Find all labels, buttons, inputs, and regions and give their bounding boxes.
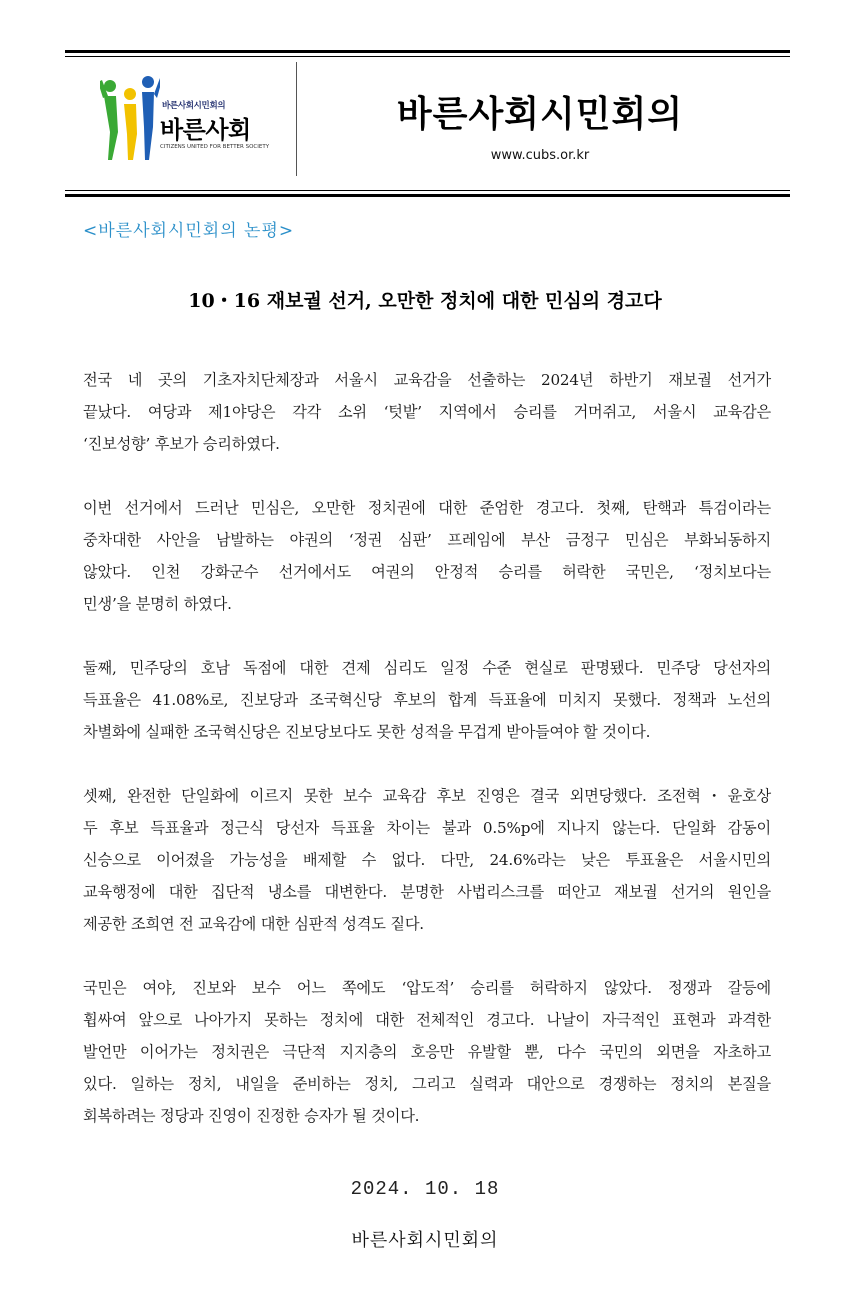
header-bottom-rule [65,190,790,197]
paragraph-5 [83,972,771,1132]
text-line: 이번 선거에서 드러난 민심은, 오만한 정치권에 대한 준엄한 경고다. 첫째, 탄핵과 특검이라는 [83,499,771,517]
header-top-rule [65,50,790,57]
text-line: 제공한 조희연 전 교육감에 대한 심판적 성격도 짙다. [83,915,424,933]
headline: 10・16 재보궐 선거, 오만한 정치에 대한 민심의 경고다 [188,290,662,312]
header-divider [296,62,297,176]
text-line: 끝났다. 여당과 제1야당은 각각 소위 ‘텃밭’ 지역에서 승리를 거머쥐고, 서울시 교육감은 [83,403,771,421]
text-line: 있다. 일하는 정치, 내일을 준비하는 정치, 그리고 실력과 대안으로 경쟁하는 정치의 본질을 [83,1075,771,1093]
org-title: 바른사회시민회의 [396,94,684,135]
text-line: 발언만 이어가는 정치권은 극단적 지지층의 호응만 유발할 뿐, 다수 국민의 외면을 자초하고 [83,1043,771,1061]
text-line: 두 후보 득표율과 정근식 당선자 득표율 차이는 불과 0.5%p에 지나지 않는다. 단일화 감동이 [83,819,771,837]
text-line: ‘진보성향’ 후보가 승리하였다. [83,435,280,453]
logo-english-text: CITIZENS UNITED FOR BETTER SOCIETY [160,144,270,150]
signature: 바른사회시민회의 [351,1230,499,1251]
text-line: 둘째, 민주당의 호남 독점에 대한 견제 심리도 일정 수준 현실로 판명됐다. 민주당 당선자의 [83,659,771,677]
text-line: 중차대한 사안을 남발하는 야권의 ‘정권 심판’ 프레임에 부산 금정구 민심은 부화뇌동하지 [83,531,771,549]
logo-wordmark: 바른사회 [160,116,251,144]
paragraph-4 [83,780,771,940]
category-label: <바른사회시민회의 논평> [83,221,295,241]
paragraph-2 [83,492,771,620]
text-line: 전국 네 곳의 기초자치단체장과 서울시 교육감을 선출하는 2024년 하반기 재보궐 선거가 [83,371,771,389]
text-line: 신승으로 이어졌을 가능성을 배제할 수 없다. 다만, 24.6%라는 낮은 투표율은 서울시민의 [83,851,771,869]
publication-date: 2024. 10. 18 [350,1178,500,1200]
people-figures-icon [100,72,160,162]
text-line: 휩싸여 앞으로 나아가지 못하는 정치에 대한 전체적인 경고다. 나날이 자극적인 표현과 과격한 [83,1011,771,1029]
text-line: 차별화에 실패한 조국혁신당은 진보당보다도 못한 성적을 무겁게 받아들여야 할 것이다. [83,723,651,741]
text-line: 교육행정에 대한 집단적 냉소를 대변한다. 분명한 사법리스크를 떠안고 재보궐 선거의 원인을 [83,883,771,901]
org-url[interactable]: www.cubs.or.kr [490,148,590,163]
text-line: 국민은 여야, 진보와 보수 어느 쪽에도 ‘압도적’ 승리를 허락하지 않았다. 정쟁과 갈등에 [83,979,771,997]
text-line: 않았다. 인천 강화군수 선거에서도 여권의 안정적 승리를 허락한 국민은, ‘정치보다는 [83,563,771,581]
logo-small-text: 바른사회시민회의 [162,101,226,111]
text-line: 득표율은 41.08%로, 진보당과 조국혁신당 후보의 합계 득표율에 미치지 못했다. 정책과 노선의 [83,691,771,709]
article-body [83,364,771,1164]
text-line: 셋째, 완전한 단일화에 이르지 못한 보수 교육감 후보 진영은 결국 외면당했다. 조전혁・윤호상 [83,787,771,805]
text-line: 회복하려는 정당과 진영이 진정한 승자가 될 것이다. [83,1107,420,1125]
paragraph-1 [83,364,771,460]
paragraph-3 [83,652,771,748]
text-line: 민생’을 분명히 하였다. [83,595,232,613]
org-logo [100,72,280,162]
